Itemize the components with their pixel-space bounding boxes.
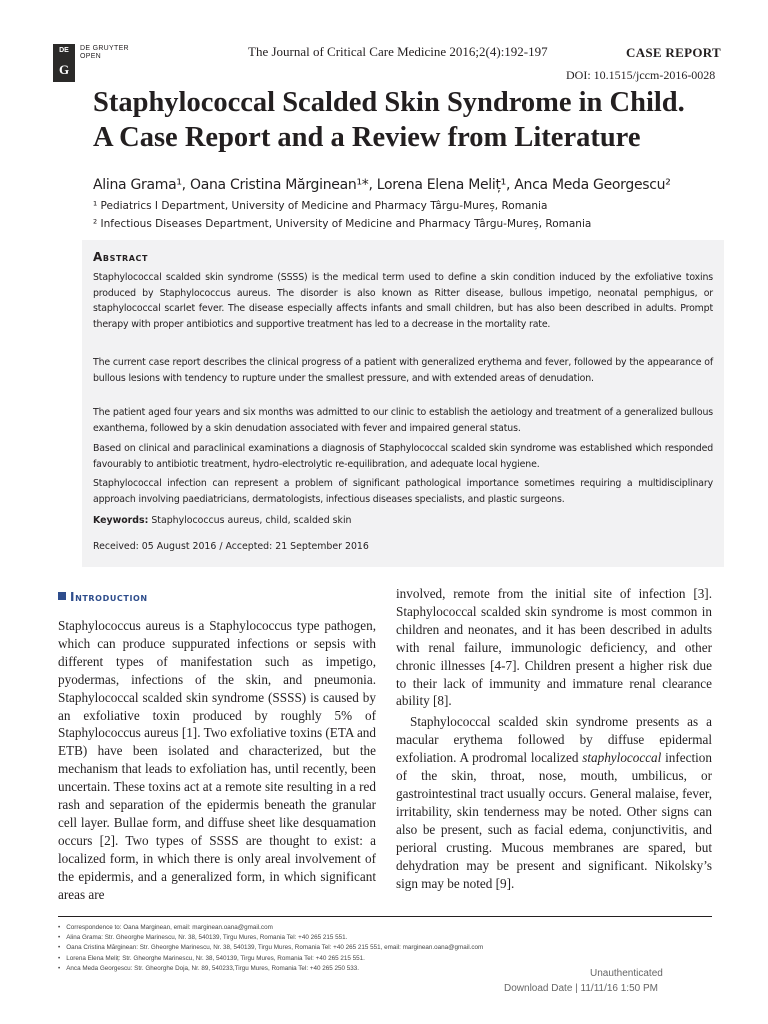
intro-paragraph-3	[396, 713, 712, 892]
intro-column-2	[396, 585, 712, 892]
publisher-logo	[53, 44, 75, 82]
abstract-paragraph-5: Staphylococcal infection can represent a problem of significant pathological importance sometimes requiring a multidisciplinary approach involving paediatricians, dermatologists, infectious diseases specialists, and plastic surgeons.	[93, 478, 713, 505]
footnote-author-1: • Alina Grama: Str. Gheorghe Marinescu, Nr. 38, 540139, Tirgu Mures, Romania Tel: +40 265 215 551.	[58, 933, 712, 943]
section-label: CASE REPORT	[626, 45, 721, 60]
footnotes	[58, 923, 712, 974]
introduction-heading	[58, 590, 148, 604]
footnote-author-4: • Anca Meda Georgescu: Str. Gheorghe Doja, Nr. 89, 540233,Tirgu Mures, Romania Tel: +40 265 250 533.	[58, 964, 712, 974]
abstract-paragraph-4: Based on clinical and paraclinical examinations a diagnosis of Staphylococcal scalded skin syndrome was established which responded favourably to antibiotic treatment, hydro-electrolytic re-equilibration, and adequate local hygiene.	[93, 443, 713, 470]
publisher-name-line1: DE GRUYTER	[80, 45, 129, 52]
doi-link[interactable]: DOI: 10.1515/jccm-2016-0028	[566, 68, 716, 82]
keywords	[93, 515, 352, 526]
intro-column-1	[58, 617, 376, 904]
download-date: Download Date | 11/11/16 1:50 PM	[504, 983, 658, 994]
intro-p3-italic: staphylococcal	[582, 750, 662, 766]
introduction-heading-text: Introduction	[70, 590, 148, 604]
intro-p3-part-b: infection of the skin, throat, nose, mouth, umbilicus, or gastrointestinal tract usually occurs. General malaise, fever, irritability, skin tenderness may be noted. Other signs can also be present, such as facial edema, conjunctivitis, and perioral crusting. Mucous membranes are spared, but dehydration may be present and significant. Nikolsky’s sign may be noted [9].	[396, 750, 712, 891]
title-line-2: A Case Report and a Review from Literature	[93, 122, 641, 153]
footnote-author-2: • Oana Cristina Mărginean: Str. Gheorghe Marinescu, Nr. 38, 540139, Tirgu Mures, Romania Tel: +40 265 215 551, email: marginean.oana@gmail.com	[58, 943, 712, 953]
footnote-correspondence: • Correspondence to: Oana Marginean, email: marginean.oana@gmail.com	[58, 923, 712, 933]
affiliation-2: ² Infectious Diseases Department, University of Medicine and Pharmacy Târgu-Mureș, Romania	[93, 218, 592, 230]
affiliation-1: ¹ Pediatrics I Department, University of Medicine and Pharmacy Târgu-Mureș, Romania	[93, 200, 548, 212]
abstract-paragraph-3: The patient aged four years and six months was admitted to our clinic to establish the aetiology and treatment of a generalized bullous exanthema, followed by a skin denudation associated with fever and impaired general status.	[93, 407, 713, 434]
footnote-divider	[58, 916, 712, 917]
publisher-name	[80, 45, 129, 61]
journal-citation: The Journal of Critical Care Medicine 2016;2(4):192-197	[248, 44, 548, 59]
publisher-name-line2: OPEN	[80, 53, 102, 60]
logo-top-text: DE	[59, 47, 69, 54]
title-line-1: Staphylococcal Scalded Skin Syndrome in Child.	[93, 87, 685, 118]
intro-p3-part-a: Staphylococcal scalded skin syndrome presents as a macular erythema followed by diffuse epidermal exfoliation. A prodromal localized	[396, 714, 712, 766]
received-accepted: Received: 05 August 2016 / Accepted: 21 September 2016	[93, 541, 369, 552]
author-list: Alina Grama¹, Oana Cristina Mărginean¹*, Lorena Elena Meliț¹, Anca Meda Georgescu²	[93, 177, 671, 193]
footnote-author-3: • Lorena Elena Meliț: Str. Gheorghe Marinescu, Nr. 38, 540139, Tirgu Mures, Romania Tel: +40 265 215 551.	[58, 954, 712, 964]
intro-paragraph-1: Staphylococcus aureus is a Staphylococcus type pathogen, which can produce suppurated infections or sepsis with different types of manifestation such as impetigo, pyodermas, infections of the skin, and pneumonia. Staphylococcal scalded skin syndrome (SSSS) is caused by an exfoliative toxin produced by roughly 5% of Staphylococcus aureus [1]. Two exfoliative toxins (ETA and ETB) have been isolated and characterized, but the mechanism that leads to exfoliation has, until recently, been uncertain. These toxins act at a remote site resulting in a red rash and separation of the epidermis beneath the granular cell layer. Bullae form, and diffuse sheet like desquamation occurs [2]. Two types of SSSS are thought to exist: a localized form, in which there is only areal involvement of the epidermis, and a generalized form, in which significant areas are	[58, 618, 376, 902]
abstract-paragraph-1: Staphylococcal scalded skin syndrome (SSSS) is the medical term used to define a skin condition induced by the exfoliative toxins produced by Staphylococcus aureus. The disorder is also known as Ritter disease, bullous impetigo, neonatal pemphigus, or staphylococcal scarlet fever. The disease especially affects infants and small children, but has also been described in adults. Prompt therapy with proper antibiotics and supportive treatment has led to a decrease in the mortality rate.	[93, 272, 713, 330]
abstract-paragraph-2: The current case report describes the clinical progress of a patient with generalized erythema and fever, followed by the appearance of bullous lesions with tendency to rupture under the smallest pressure, and with extended areas of denudation.	[93, 357, 713, 384]
article-title	[93, 85, 733, 155]
intro-paragraph-2: involved, remote from the initial site of infection [3]. Staphylococcal scalded skin syndrome is most common in children and neonates, and it has been described in adults with renal failure, immunologic deficiency, and other chronic illnesses [4-7]. Children present a higher risk due to their lack of immunity and immature renal clearance ability [8].	[396, 586, 712, 709]
unauthenticated-stamp: Unauthenticated	[590, 968, 663, 979]
abstract-heading: Abstract	[93, 250, 149, 264]
keywords-text: Staphylococcus aureus, child, scalded skin	[151, 515, 352, 526]
logo-bottom-text: G	[58, 62, 70, 77]
keywords-label: Keywords:	[93, 515, 149, 526]
